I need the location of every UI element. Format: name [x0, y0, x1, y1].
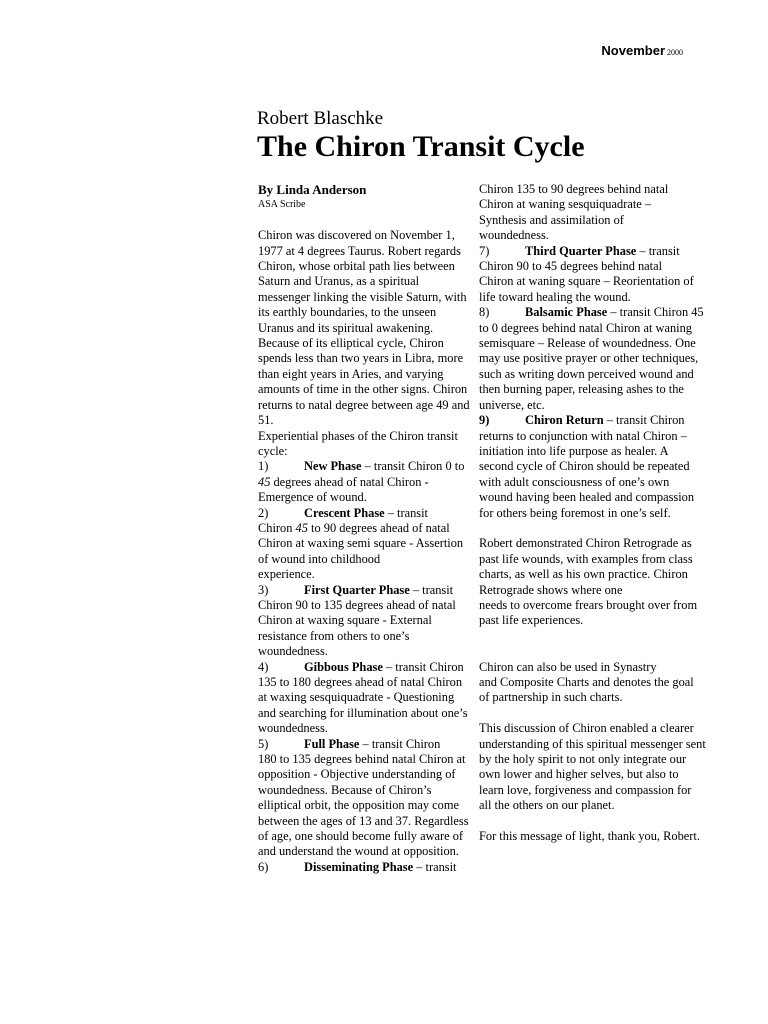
text-line: returns to natal degree between age 49 and	[258, 397, 470, 412]
text-line: for others being foremost in one’s self.	[479, 505, 671, 520]
text-line: 135 to 180 degrees ahead of natal Chiron	[258, 675, 463, 689]
retrograde-paragraph	[479, 536, 705, 628]
left-column	[258, 182, 480, 875]
text-line: with adult consciousness of one’s own	[479, 474, 670, 489]
text-line: experience.	[258, 567, 315, 582]
text-line: Emergence of wound.	[258, 490, 367, 505]
text-line: 1977 at 4 degrees Taurus. Robert regards	[258, 243, 461, 258]
discussion-paragraph	[479, 721, 705, 813]
text-line: universe, etc.	[479, 397, 545, 412]
text-line: between the ages of 13 and 37. Regardless	[258, 813, 469, 828]
phase-item-new	[258, 459, 480, 505]
text-line: then burning paper, releasing ashes to the	[479, 382, 684, 397]
text-line: messenger linking the visible Saturn, with	[258, 289, 467, 304]
text-line: Chiron was discovered on November 1,	[258, 228, 455, 243]
header-year: 2000	[667, 48, 683, 57]
text-line: spends less than two years in Libra, more	[258, 351, 464, 366]
phase-number: 3)	[258, 582, 269, 597]
text-fragment: – transit	[384, 505, 429, 520]
speaker-name: Robert Blaschke	[257, 108, 384, 129]
phase-name: Gibbous Phase	[304, 659, 383, 674]
phase-item-full	[258, 737, 480, 860]
text-line: and Composite Charts and denotes the goal	[479, 675, 694, 689]
phase-item-gibbous	[258, 660, 480, 737]
phase-item-third-quarter	[479, 244, 705, 306]
phase-item-balsamic	[479, 305, 705, 413]
phase-name: Balsamic Phase	[525, 305, 608, 320]
text-line: woundedness.	[258, 644, 328, 659]
text-line: wound having been healed and compassion	[479, 490, 695, 505]
text-line: needs to overcome frears brought over from	[479, 597, 698, 612]
phase-item-first-quarter	[258, 583, 480, 660]
text-line: cycle:	[258, 443, 288, 458]
text-line: past life experiences.	[479, 613, 584, 628]
header-month: November	[601, 43, 665, 58]
text-fragment: – transit Chiron	[359, 736, 441, 751]
text-fragment: 45	[258, 474, 271, 489]
byline: By Linda Anderson	[258, 182, 367, 197]
text-line: of partnership in such charts.	[479, 690, 623, 705]
phase-item-crescent	[258, 506, 480, 583]
text-line: Chiron at waning square – Reorientation of	[479, 274, 694, 289]
text-line: resistance from others to one’s	[258, 628, 410, 643]
text-fragment: Chiron	[258, 520, 296, 535]
text-line: This discussion of Chiron enabled a clearer	[479, 721, 694, 736]
phase-number: 7)	[479, 243, 490, 258]
text-line: own lower and higher selves, but also to	[479, 767, 679, 782]
phase-name: New Phase	[304, 459, 362, 474]
text-line: life toward healing the wound.	[479, 289, 631, 304]
text-fragment: – transit Chiron 45	[607, 305, 704, 320]
text-line: to 0 degrees behind natal Chiron at waning	[479, 320, 692, 335]
text-fragment: to 90 degrees ahead of natal	[307, 520, 450, 535]
phase-name: Full Phase	[304, 736, 360, 751]
text-line: elliptical orbit, the opposition may come	[258, 798, 459, 813]
right-column	[479, 182, 705, 844]
text-fragment: – transit	[413, 859, 457, 874]
text-line: Chiron 135 to 90 degrees behind natal	[479, 182, 669, 196]
text-line: Chiron 90 to 45 degrees behind natal	[479, 259, 663, 274]
text-line: Synthesis and assimilation of	[479, 212, 624, 227]
text-line: learn love, forgiveness and compassion for	[479, 782, 692, 797]
text-line: past life wounds, with examples from class	[479, 551, 693, 566]
text-fragment: degrees ahead of natal Chiron -	[270, 474, 429, 489]
phase-item-chiron-return	[479, 413, 705, 521]
text-line: returns to conjunction with natal Chiron –	[479, 428, 687, 443]
text-line: at waxing sesquiquadrate - Questioning	[258, 690, 455, 705]
text-line: Chiron 90 to 135 degrees ahead of natal	[258, 597, 456, 612]
phase-number: 2)	[258, 505, 269, 520]
text-fragment: – transit	[636, 243, 680, 258]
text-line: Chiron at waxing square - External	[258, 613, 432, 628]
text-line: and understand the wound at opposition.	[258, 844, 459, 859]
phase-number: 6)	[258, 859, 269, 874]
text-line: Saturn and Uranus, as a spiritual	[258, 274, 420, 289]
phase-name: Third Quarter Phase	[525, 243, 637, 258]
header-date	[601, 43, 683, 58]
text-fragment: – transit Chiron	[382, 659, 464, 674]
text-line: its earthly boundaries, to the unseen	[258, 305, 437, 320]
intro-paragraph	[258, 228, 480, 459]
article-title: The Chiron Transit Cycle	[257, 130, 585, 163]
text-line: woundedness.	[479, 228, 549, 243]
text-line: amounts of time in the other signs. Chiron	[258, 382, 468, 397]
phase-number: 1)	[258, 459, 269, 474]
phase-number: 9)	[479, 413, 490, 428]
text-line: Chiron at waning sesquiquadrate –	[479, 197, 652, 212]
text-line: Chiron, whose orbital path lies between	[258, 259, 455, 274]
text-line: of wound into childhood	[258, 551, 381, 566]
synastry-paragraph	[479, 660, 705, 706]
phase-number: 4)	[258, 659, 269, 674]
text-line: 51.	[258, 413, 274, 428]
phase-item-disseminating-continued	[479, 182, 705, 244]
phase-name: Disseminating Phase	[304, 859, 414, 874]
text-line: Retrograde shows where one	[479, 582, 623, 597]
closing-line: For this message of light, thank you, Robert.	[479, 829, 700, 844]
text-line: Because of its elliptical cycle, Chiron	[258, 336, 444, 351]
text-line: Robert demonstrated Chiron Retrograde as	[479, 536, 692, 551]
text-line: semisquare – Release of woundedness. One	[479, 336, 696, 351]
text-line: may use positive prayer or other techniques,	[479, 351, 699, 366]
phase-number: 5)	[258, 736, 269, 751]
text-fragment: 45	[295, 520, 308, 535]
text-line: woundedness. Because of Chiron’s	[258, 782, 432, 797]
text-fragment: – transit Chiron	[603, 413, 685, 428]
text-line: Uranus and its spiritual awakening.	[258, 320, 434, 335]
phase-item-disseminating	[258, 860, 480, 875]
text-line: initiation into life purpose as healer. A	[479, 443, 669, 458]
text-line: 180 to 135 degrees behind natal Chiron at	[258, 752, 466, 767]
text-line: than eight years in Aries, and varying	[258, 366, 444, 381]
text-line: and searching for illumination about one’s	[258, 705, 468, 720]
text-line: opposition - Objective understanding of	[258, 767, 456, 782]
phase-name: First Quarter Phase	[304, 582, 410, 597]
text-line: understanding of this spiritual messenger sent	[479, 736, 706, 751]
text-line: such as writing down perceived wound and	[479, 366, 694, 381]
text-line: woundedness.	[258, 721, 328, 736]
text-line: all the others on our planet.	[479, 798, 615, 813]
text-line: charts, as well as his own practice. Chiron	[479, 567, 688, 582]
text-line: Chiron can also be used in Synastry	[479, 659, 657, 674]
phase-name: Chiron Return	[525, 413, 604, 428]
text-line: by the holy spirit to not only integrate our	[479, 752, 687, 767]
phase-number: 8)	[479, 305, 490, 320]
byline-role: ASA Scribe	[258, 199, 306, 211]
phase-name: Crescent Phase	[304, 505, 385, 520]
text-line: Chiron at waxing semi square - Assertion	[258, 536, 464, 551]
text-fragment: – transit	[409, 582, 454, 597]
text-fragment: – transit Chiron 0 to	[361, 459, 465, 474]
text-line: Experiential phases of the Chiron transit	[258, 428, 458, 443]
text-line: second cycle of Chiron should be repeated	[479, 459, 690, 474]
text-line: of age, one should become fully aware of	[258, 829, 464, 844]
